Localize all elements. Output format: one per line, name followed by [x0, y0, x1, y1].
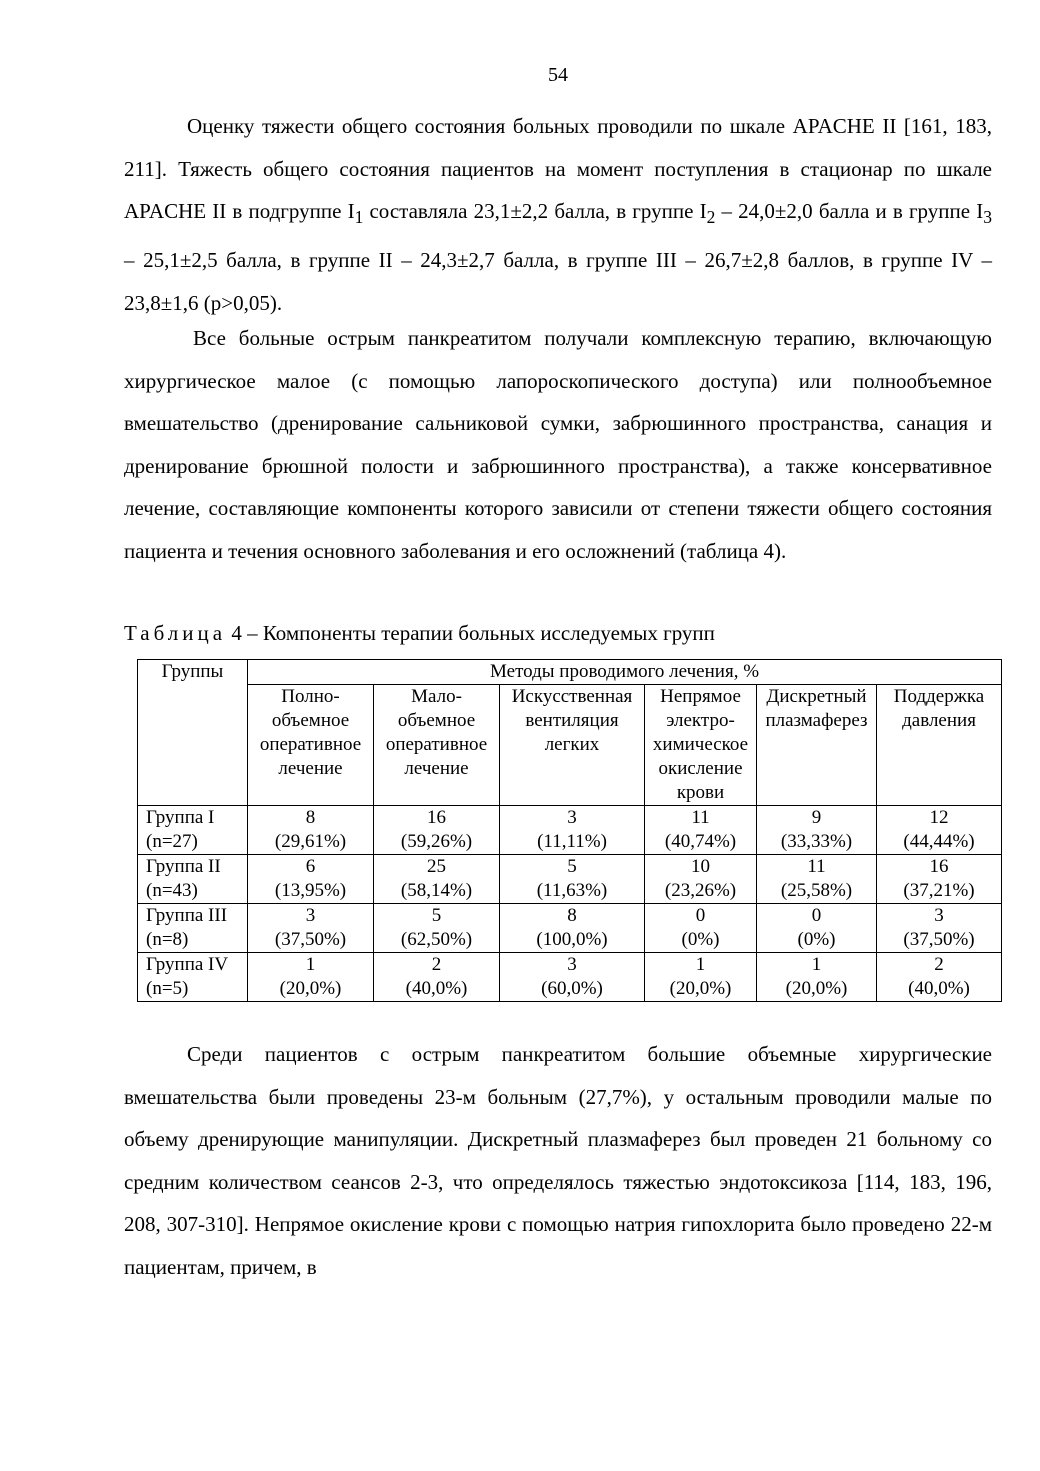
page-number: 54: [548, 64, 568, 86]
table-cell: 11 (40,74%): [645, 806, 757, 855]
table-row: [138, 855, 1002, 904]
table-cell: 3 (60,0%): [500, 953, 645, 1002]
groups-header: Группы: [138, 660, 248, 806]
subscript: 3: [983, 207, 992, 228]
table-cell: 25 (58,14%): [374, 855, 500, 904]
table-cell: 5 (62,50%): [374, 904, 500, 953]
table-cell: 1 (20,0%): [645, 953, 757, 1002]
table-cell: 9 (33,33%): [757, 806, 877, 855]
group-cell: Группа III (n=8): [138, 904, 248, 953]
table-cell: 6 (13,95%): [248, 855, 374, 904]
table-cell: 0 (0%): [645, 904, 757, 953]
table-cell: 12 (44,44%): [877, 806, 1002, 855]
paragraph-text: – 24,0±2,0 балла и в группе I: [715, 199, 984, 224]
method-column-header: Дискретный плазмаферез: [757, 685, 877, 806]
table-cell: 1 (20,0%): [757, 953, 877, 1002]
table-row: [138, 953, 1002, 1002]
paragraph-therapy-description: Все больные острым панкреатитом получали комплексную терапию, включающую хирургическое малое (с помощью лапороскопического доступа) или полнообъемное вмешательство (дренирование сальниковой сумки, забрюшинного пространства, санация и дренирование брюшной полости и забрюшинного пространства), а также консервативное лечение, составляющие компоненты которого зависили от степени тяжести общего состояния пациента и течения основного заболевания и его осложнений (таблица 4).: [124, 326, 992, 563]
table-cell: 1 (20,0%): [248, 953, 374, 1002]
table-row: [138, 904, 1002, 953]
table-caption-label: Таблица: [124, 621, 227, 645]
table-cell: 3 (37,50%): [248, 904, 374, 953]
table-cell: 3 (37,50%): [877, 904, 1002, 953]
subscript: 2: [706, 207, 716, 228]
method-column-header: Непрямое электро- химическое окисление крови: [645, 685, 757, 806]
table-cell: 10 (23,26%): [645, 855, 757, 904]
table-cell: 2 (40,0%): [374, 953, 500, 1002]
table-cell: 11 (25,58%): [757, 855, 877, 904]
method-column-header: Поддержка давления: [877, 685, 1002, 806]
methods-header: Методы проводимого лечения, %: [248, 660, 1002, 685]
paragraph-surgical-results: Среди пациентов с острым панкреатитом большие объемные хирургические вмешательства были проведены 23-м больным (27,7%), у остальным проводили малые по объему дренирующие манипуляции. Дискретный плазмаферез был проведен 21 больному со средним количеством сеансов 2-3, что определялось тяжестью эндотоксикоза [114, 183, 196, 208, 307-310]. Непрямое окисление крови с помощью натрия гипохлорита было проведено 22-м пациентам, причем, в: [124, 1042, 992, 1279]
subscript: 1: [354, 207, 364, 228]
table-cell: 2 (40,0%): [877, 953, 1002, 1002]
method-column-header: Мало- объемное оперативное лечение: [374, 685, 500, 806]
table-cell: 8 (100,0%): [500, 904, 645, 953]
table-cell: 0 (0%): [757, 904, 877, 953]
table-cell: 16 (37,21%): [877, 855, 1002, 904]
therapy-table: [137, 659, 1002, 1002]
method-column-header: Полно- объемное оперативное лечение: [248, 685, 374, 806]
paragraph-apache-assessment: [124, 105, 992, 324]
group-cell: Группа II (n=43): [138, 855, 248, 904]
table-row: [138, 806, 1002, 855]
table-cell: 3 (11,11%): [500, 806, 645, 855]
table-cell: 5 (11,63%): [500, 855, 645, 904]
table-caption-text: 4 – Компоненты терапии больных исследуемых групп: [231, 621, 715, 645]
group-cell: Группа I (n=27): [138, 806, 248, 855]
method-column-header: Искусственная вентиляция легких: [500, 685, 645, 806]
group-cell: Группа IV (n=5): [138, 953, 248, 1002]
table-caption: [124, 618, 715, 648]
table-cell: 16 (59,26%): [374, 806, 500, 855]
table-cell: 8 (29,61%): [248, 806, 374, 855]
paragraph-text: составляла 23,1±2,2 балла, в группе I: [363, 199, 707, 224]
paragraph-text: Оценку тяжести общего состояния больных проводили по шкале APACHE II [161, 183, 211]. Тяжесть общего состояния пациентов на момент поступления в стационар по шкале APACHE II в подгруппе I: [124, 114, 992, 224]
paragraph-text: – 25,1±2,5 балла, в группе II – 24,3±2,7 балла, в группе III – 26,7±2,8 баллов, в группе IV – 23,8±1,6 (p>0,05).: [124, 247, 992, 315]
